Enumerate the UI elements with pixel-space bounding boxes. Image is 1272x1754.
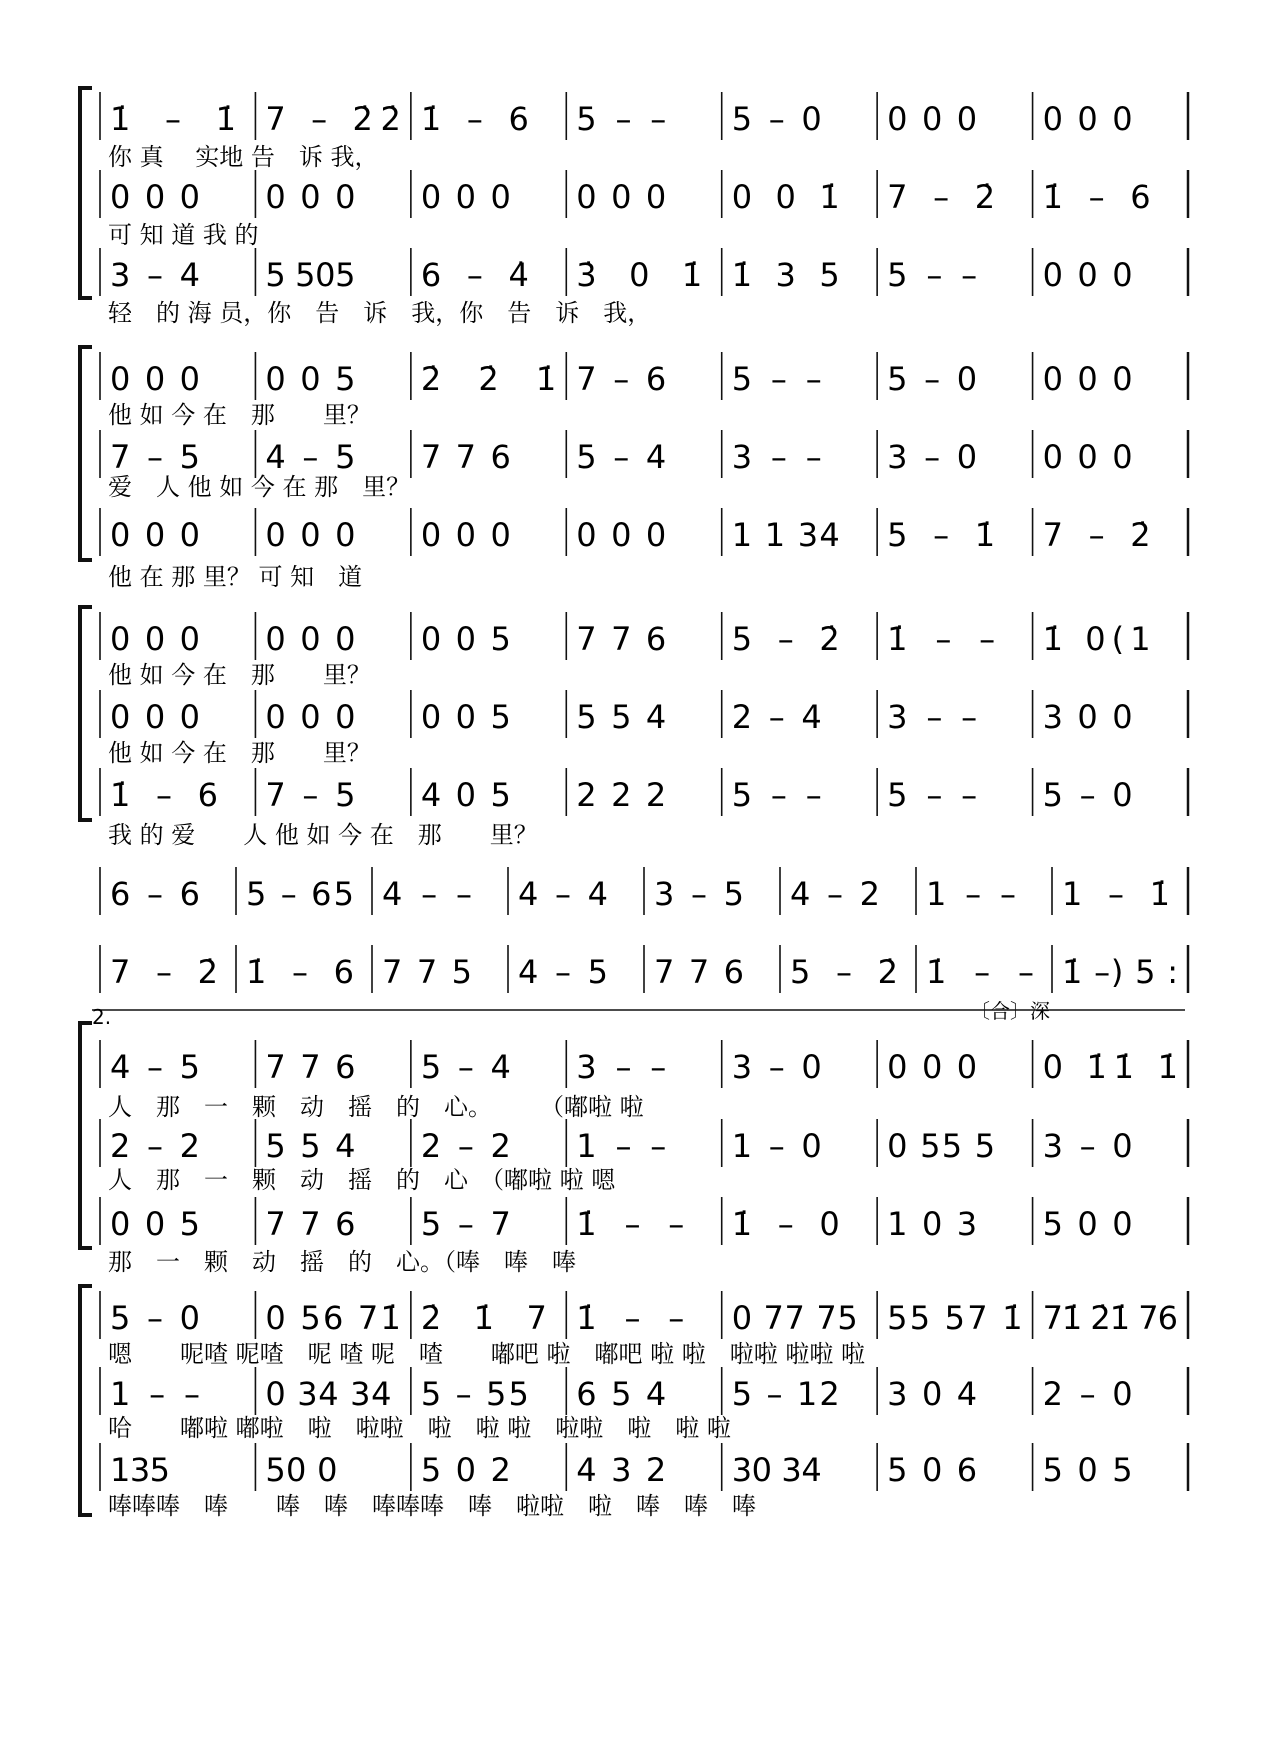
measure: 1̇ – 6 xyxy=(420,100,529,138)
staff-row xyxy=(100,508,1188,591)
measure: 0 0 5 xyxy=(110,1205,200,1243)
measure: 3 – 0 xyxy=(1042,1127,1133,1165)
measure: 30 34 xyxy=(731,1451,822,1489)
measure: 5 – 0 xyxy=(110,1299,200,1337)
measure: 1 – – xyxy=(926,875,1016,913)
lyrics-line: 他 如 今 在 那 里？ xyxy=(108,739,371,767)
staff-row xyxy=(100,1367,1188,1442)
measure: 55 57 1̇ xyxy=(887,1299,1023,1337)
measure: 2̇ 2̇ 1̇ xyxy=(420,360,557,398)
measure: 5 – – xyxy=(887,776,978,814)
measure: 1̇ – – xyxy=(887,620,996,658)
measure: 0 34 34 xyxy=(265,1375,392,1413)
measure: 0 0 0 xyxy=(265,620,356,658)
measure: 5 5 4 xyxy=(576,698,667,736)
measure: 0 0 0 xyxy=(110,178,200,216)
measure: 0 0 0 xyxy=(887,1048,978,1086)
system-bracket xyxy=(80,1286,92,1515)
measure: 0 1̇1̇ 1̇ xyxy=(1042,1048,1178,1086)
measure: 7 7 6 xyxy=(654,953,744,991)
measure: 1 1 34 xyxy=(731,516,840,554)
measure: 3̇ 0 1̇ xyxy=(576,256,703,294)
system-3 xyxy=(80,607,1188,849)
measure: 5 – 4 xyxy=(576,438,667,476)
measure: 2 – 2 xyxy=(420,1127,511,1165)
measure: 3 – – xyxy=(576,1048,667,1086)
lyrics-line: 爱 人 他 如 今 在 那 里？ xyxy=(108,473,411,501)
measure: 5 – – xyxy=(887,256,978,294)
staff-row xyxy=(100,867,1188,915)
staff-row xyxy=(100,768,1188,849)
measure: 0 0 0 xyxy=(110,620,200,658)
staff-row xyxy=(100,430,1188,501)
measure: 0 0 0 xyxy=(110,516,200,554)
lyrics-line: 他 如 今 在 那 里？ xyxy=(108,401,371,429)
system-bracket xyxy=(80,1023,92,1248)
lyrics-line: 嗯 呢喳 呢喳 呢 喳 呢 喳 嘟吧 啦 嘟吧 啦 啦 啦啦 啦啦 啦 xyxy=(108,1340,866,1368)
measure: 7 7 6 xyxy=(420,438,511,476)
measure: 5 – 0 xyxy=(887,360,978,398)
measure: 1̇ – – xyxy=(926,953,1034,991)
lyrics-line: 〔合〕深 xyxy=(970,999,1050,1023)
measure: 4 – 5 xyxy=(265,438,356,476)
measure: 3 – 0 xyxy=(887,438,978,476)
measure: 1̇ – 6 xyxy=(110,776,218,814)
measure: 4 0 5 xyxy=(420,776,511,814)
system-4 xyxy=(100,867,1188,915)
measure: 5 – 55 xyxy=(420,1375,529,1413)
lyrics-line: 那 一 颗 动 摇 的 心。（唪 唪 唪 xyxy=(108,1248,576,1276)
measure: 4 – 2 xyxy=(790,875,880,913)
measure: 7 – 2̇ xyxy=(1042,516,1151,554)
measure: 5 – 7 xyxy=(420,1205,511,1243)
measure: 0 0 0 xyxy=(1042,100,1133,138)
measure: 7 7 6 xyxy=(265,1048,356,1086)
measure: 7 7 6 xyxy=(265,1205,356,1243)
measure: 6 – 6 xyxy=(110,875,200,913)
measure: 3 – 4 xyxy=(110,256,200,294)
lyrics-line: 他 在 那 里？ 可 知 道 xyxy=(108,563,363,591)
measure: 2 – 2 xyxy=(110,1127,200,1165)
measure: 3 – 0 xyxy=(731,1048,822,1086)
lyrics-line: 唪唪唪 唪 唪 唪 唪唪唪 唪 啦啦 啦 唪 唪 唪 xyxy=(108,1492,756,1520)
staff-row xyxy=(100,612,1188,689)
measure: 7 – 6 xyxy=(576,360,667,398)
measure: 1̇ – – xyxy=(576,1205,685,1243)
measure: 0 0 1̇ xyxy=(731,178,840,216)
measure: 5 – – xyxy=(731,776,822,814)
measure: 5 – 0 xyxy=(1042,776,1133,814)
measure: 1 – – xyxy=(576,1127,667,1165)
staff-row xyxy=(100,1119,1188,1194)
measure: 0 0 0 xyxy=(1042,360,1133,398)
measure: 0 0 0 xyxy=(265,516,356,554)
staff-row xyxy=(100,945,1188,1023)
measure: 0 0 0 xyxy=(420,178,511,216)
measure: 0 0 0 xyxy=(576,178,667,216)
measure: 0 0 5 xyxy=(265,360,356,398)
measure: 71̇ 2̇1̇ 76 xyxy=(1042,1299,1178,1337)
measure: 1̇ – 6 xyxy=(1042,178,1151,216)
measure: 0 0 5 xyxy=(420,620,511,658)
measure: 5 – 4 xyxy=(420,1048,511,1086)
lyrics-line: 人 那 一 颗 动 摇 的 心 （嘟啦 啦 嗯 xyxy=(108,1166,616,1194)
measure: 2̇ 1̇ 7 xyxy=(420,1299,547,1337)
measure: 7 – 2̇2̇ xyxy=(265,100,401,138)
staff-row xyxy=(100,248,1188,327)
measure: 0 0 0 xyxy=(887,100,978,138)
measure: 1̇ – – xyxy=(576,1299,685,1337)
measure: 0 0 0 xyxy=(110,360,200,398)
system-bracket xyxy=(80,347,92,560)
measure: 0 0 0 xyxy=(265,698,356,736)
measure: 4 – 4 xyxy=(518,875,608,913)
measure: 7 – 5 xyxy=(265,776,356,814)
measure: 0 0 0 xyxy=(110,698,200,736)
measure: 5 0 2 xyxy=(420,1451,511,1489)
measure: 5 0 6 xyxy=(887,1451,978,1489)
measure: 2 – 0 xyxy=(1042,1375,1133,1413)
measure: 2 2 2 xyxy=(576,776,667,814)
measure: 1 – 1̇ xyxy=(1062,875,1170,913)
measure: 5 5 4 xyxy=(265,1127,356,1165)
lyrics-line: 可 知 道 我 的 xyxy=(108,221,259,249)
staff-row xyxy=(100,1040,1188,1121)
measure: 6 – 4̇ xyxy=(420,256,529,294)
measure: 0 0 0 xyxy=(420,516,511,554)
measure: 5 – 1̇ xyxy=(887,516,996,554)
system-7 xyxy=(80,1286,1188,1520)
lyrics-line: 你 真 实地 告 诉 我， xyxy=(108,143,379,171)
measure: 4 – 5 xyxy=(518,953,608,991)
system-1 xyxy=(80,88,1188,327)
measure: 4 – – xyxy=(382,875,472,913)
measure: 5 0 5 xyxy=(1042,1451,1133,1489)
measure: 5 – 0 xyxy=(731,100,822,138)
lyrics-line: 人 那 一 颗 动 摇 的 心。 （嘟啦 啦 xyxy=(108,1093,644,1121)
measure: 0 0 0 xyxy=(1042,256,1133,294)
lyrics-line: 他 如 今 在 那 里？ xyxy=(108,661,371,689)
measure: 7 – 2̇ xyxy=(887,178,996,216)
measure: 7 – 5 xyxy=(110,438,200,476)
measure: 5 0 0 xyxy=(1042,1205,1133,1243)
measure: 1̇ 0(1 xyxy=(1042,620,1151,658)
measure: 1̇ – 0 xyxy=(731,1205,840,1243)
measure: 50 0 xyxy=(265,1451,338,1489)
measure: 5 – – xyxy=(576,100,667,138)
measure: 5 505 xyxy=(265,256,356,294)
staff-row xyxy=(100,352,1188,429)
measure: 7 7 5 xyxy=(382,953,472,991)
measure: 3 – – xyxy=(731,438,822,476)
measure: 3 0 0 xyxy=(1042,698,1133,736)
measure: 0 0 0 xyxy=(265,178,356,216)
measure: 3 – – xyxy=(887,698,978,736)
measure: 1̇ – 6 xyxy=(246,953,354,991)
measure: 7 7 6 xyxy=(576,620,667,658)
system-5 xyxy=(100,945,1188,1023)
measure: 0 0 0 xyxy=(1042,438,1133,476)
measure: 0 55 5 xyxy=(887,1127,996,1165)
measure: 7 – 2̇ xyxy=(110,953,218,991)
measure: 4 – 5 xyxy=(110,1048,200,1086)
measure: 1̇ –) 5 : xyxy=(1062,953,1178,991)
measure: 1 0 3 xyxy=(887,1205,978,1243)
measure: 3 – 5 xyxy=(654,875,744,913)
measure: 3 0 4 xyxy=(887,1375,978,1413)
measure: 1 – – xyxy=(110,1375,200,1413)
staff-row xyxy=(100,92,1188,171)
lyrics-line: 哈 嘟啦 嘟啦 啦 啦啦 啦 啦 啦 啦啦 啦 啦 啦 xyxy=(108,1414,731,1442)
measure: 0 77 75 xyxy=(731,1299,858,1337)
volta-label: 2. xyxy=(92,1005,112,1029)
system-6 xyxy=(80,1005,1188,1276)
measure: 5 – – xyxy=(731,360,822,398)
measure: 5 – 12 xyxy=(731,1375,840,1413)
staff-row xyxy=(100,690,1188,767)
measure: 1̇ – 1̇ xyxy=(110,100,236,138)
staff-row xyxy=(100,1291,1188,1368)
staff-row xyxy=(100,1443,1188,1520)
measure: 5 – 2̇ xyxy=(790,953,898,991)
measure: 5 – 65 xyxy=(246,875,354,913)
lyrics-line: 我 的 爱 人 他 如 今 在 那 里？ xyxy=(108,821,538,849)
measure: 0 0 0 xyxy=(576,516,667,554)
system-bracket xyxy=(80,88,92,298)
system-2 xyxy=(80,347,1188,591)
measure: 0 0 5 xyxy=(420,698,511,736)
measure: 1̇ 3 5 xyxy=(731,256,840,294)
measure: 0 56 71̇ xyxy=(265,1299,401,1337)
staff-row xyxy=(100,170,1188,249)
measure: 4 3 2 xyxy=(576,1451,667,1489)
system-bracket xyxy=(80,607,92,820)
measure: 2 – 4 xyxy=(731,698,822,736)
lyrics-line: 轻 的 海 员，你 告 诉 我，你 告 诉 我， xyxy=(108,299,652,327)
measure: 1 – 0 xyxy=(731,1127,822,1165)
measure: 5 – 2̇ xyxy=(731,620,840,658)
staff-row xyxy=(100,1197,1188,1276)
measure: 6 5 4 xyxy=(576,1375,667,1413)
measure: 135 xyxy=(110,1451,170,1489)
